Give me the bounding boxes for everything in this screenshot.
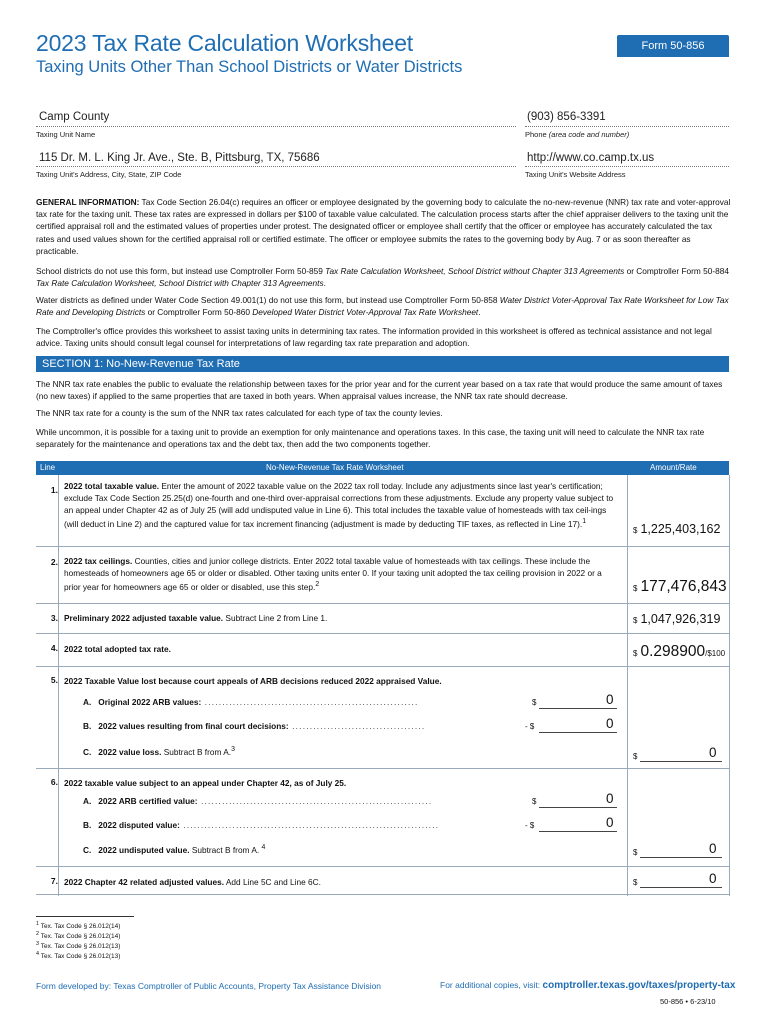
line-6c-dollar: $ xyxy=(633,848,638,857)
line-6c-underline xyxy=(640,857,722,858)
line-6b-value[interactable]: 0 xyxy=(606,815,614,830)
col-line-header: Line xyxy=(40,463,56,472)
line-4-description: 2022 total adopted tax rate. xyxy=(64,644,171,654)
row-divider xyxy=(36,666,729,667)
general-information-paragraph: GENERAL INFORMATION: Tax Code Section 26.04(c) requires an officer or employee designated by the governing body to calculate the no-new-revenue (NNR) tax rate and voter-approval tax rate for the taxing unit. These tax rates are expressed in dollars per $100 of taxable value calculated. The calculation process starts after the chief appraiser delivers to the taxing unit the certified appraisal roll and the estimated values of properties under protest. The designated officer or employee shall certify that the officer or employee has accurately calculated the tax rates and used values shown for the certified appraisal roll or certified estimate. The officer or employee submits the rates to the governing body by Aug. 7 or as soon thereafter as practicable. xyxy=(36,197,731,256)
row-divider xyxy=(36,866,729,867)
comptroller-paragraph: The Comptroller's office provides this worksheet to assist taxing units in determining tax rates. The information provided in this worksheet is offered as technical assistance and not legal advice. Taxing units should consult legal counsel for interpretations of law regarding tax rate preparation and adoption. xyxy=(36,326,712,349)
line-3-description: Preliminary 2022 adjusted taxable value. Subtract Line 2 from Line 1. xyxy=(64,613,328,623)
taxing-unit-name-line xyxy=(36,126,516,127)
page-title: 2023 Tax Rate Calculation Worksheet xyxy=(36,30,413,56)
address-line xyxy=(36,166,516,167)
phone-label: Phone (area code and number) xyxy=(525,130,630,139)
footer-form-code: 50-856 • 6-23/10 xyxy=(660,997,716,1006)
line-2-amount[interactable]: $ 177,476,843 xyxy=(633,578,727,595)
footnote-1: $^1$ Tex. Tax Code § 26.012(14) xyxy=(36,921,121,931)
row-divider xyxy=(36,894,729,895)
col-amount-header: Amount/Rate xyxy=(650,463,697,472)
line-6a-underline xyxy=(539,807,617,808)
line-6-number: 6. xyxy=(50,777,58,787)
line-1-description: 2022 total taxable value. Enter the amount of 2022 taxable value on the 2022 tax roll today. Include any adjustments since last year's certification; exclude Tax Code Section 25.25(d) one-fourth and one-third over-appraisal corrections from these adjustments. Exclude any property value subject to an appeal under Chapter 42 as of July 25 (will add undisputed value in Line 6). This total includes the taxable value of homesteads with tax ceil-ings (will deduct in Line 2) and the captured value for tax increment financing (adjustment is made by deducting TIF taxes, as reflected in Line 17).$^1$ xyxy=(64,481,614,529)
line-column-rule xyxy=(58,475,59,896)
section-1-exemption-note: While uncommon, it is possible for a taxing unit to provide an exemption for only maintenance and operations taxes. In this case, the taxing unit will need to calculate the NNR tax rate separately for the maintenance and operations tax and the debt tax, then add the two components together. xyxy=(36,427,705,450)
line-6a-dollar: $ xyxy=(532,797,537,806)
line-5b-underline xyxy=(539,732,617,733)
row-divider xyxy=(36,546,729,547)
footnote-rule xyxy=(36,916,134,917)
taxing-unit-name-label: Taxing Unit Name xyxy=(36,130,96,139)
line-5b-minus-dollar: - $ xyxy=(525,722,535,731)
line-7-value[interactable]: 0 xyxy=(709,871,717,886)
line-6c-label: C. 2022 undisputed value. Subtract B from A. $^4$ xyxy=(83,844,266,855)
footer-developer-credit: Form developed by: Texas Comptroller of Public Accounts, Property Tax Assistance Division xyxy=(36,981,382,991)
line-7-description: 2022 Chapter 42 related adjusted values. Add Line 5C and Line 6C. xyxy=(64,877,321,887)
footer-copies-note: For additional copies, visit: comptroller.texas.gov/taxes/property-tax xyxy=(440,980,736,991)
line-6b-minus-dollar: - $ xyxy=(525,821,535,830)
line-2-description: 2022 tax ceilings. Counties, cities and junior college districts. Enter 2022 total taxable value of homesteads with tax ceilings. These include the homesteads of homeowners age 65 or older or disabled. Other taxing units enter 0. If your taxing unit adopted the tax ceiling provision in 2022 or a prior year for homeowners age 65 or older or disabled, use this step.$^2$ xyxy=(64,556,602,592)
line-2-number: 2. xyxy=(50,557,58,567)
line-6a-value[interactable]: 0 xyxy=(606,791,614,806)
address-value[interactable]: 115 Dr. M. L. King Jr. Ave., Ste. B, Pittsburg, TX, 75686 xyxy=(39,152,320,164)
worksheet-header xyxy=(36,461,729,475)
line-1-number: 1. xyxy=(50,485,58,495)
footnote-3: $^3$ Tex. Tax Code § 26.012(13) xyxy=(36,941,121,951)
line-7-number: 7. xyxy=(50,876,58,886)
section-1-intro: The NNR tax rate enables the public to evaluate the relationship between taxes for the prior year and for the current year based on a tax rate that would produce the same amount of taxes (no new taxes) if applied to the same properties that are taxed in both years. When appraisal values increase, the NNR tax rate should decrease. xyxy=(36,379,723,402)
phone-value[interactable]: (903) 856-3391 xyxy=(527,111,606,123)
section-1-header: SECTION 1: No-New-Revenue Tax Rate xyxy=(36,356,729,372)
right-border-rule xyxy=(729,475,730,896)
line-6b-label: B. 2022 disputed value: ......................................................................... xyxy=(83,820,440,830)
line-6a-label: A. 2022 ARB certified value: .................................................................. xyxy=(83,796,433,806)
line-5c-dollar: $ xyxy=(633,752,638,761)
line-4-number: 4. xyxy=(50,643,58,653)
address-label: Taxing Unit's Address, City, State, ZIP Code xyxy=(36,170,182,179)
line-5-number: 5. xyxy=(50,675,58,685)
line-5-description: 2022 Taxable Value lost because court appeals of ARB decisions reduced 2022 appraised Value. xyxy=(64,676,442,686)
row-divider xyxy=(36,768,729,769)
section-1-county-note: The NNR tax rate for a county is the sum of the NNR tax rates calculated for each type of tax the county levies. xyxy=(36,408,443,418)
website-label: Taxing Unit's Website Address xyxy=(525,170,626,179)
line-3-number: 3. xyxy=(50,613,58,623)
line-5b-label: B. 2022 values resulting from final court decisions: ...................................... xyxy=(83,721,426,731)
line-4-rate[interactable]: $ 0.298900/$100 xyxy=(633,643,726,660)
line-6b-underline xyxy=(539,831,617,832)
line-5c-underline xyxy=(640,761,722,762)
phone-line xyxy=(525,126,729,127)
taxing-unit-name-value[interactable]: Camp County xyxy=(39,111,110,123)
website-value[interactable]: http://www.co.camp.tx.us xyxy=(527,152,655,164)
line-5a-value[interactable]: 0 xyxy=(606,692,614,707)
row-divider xyxy=(36,633,729,634)
line-7-dollar: $ xyxy=(633,878,638,887)
comptroller-link[interactable]: comptroller.texas.gov/taxes/property-tax xyxy=(542,980,736,991)
col-title-header: No-New-Revenue Tax Rate Worksheet xyxy=(266,463,404,472)
line-7-underline xyxy=(640,887,722,888)
line-3-amount[interactable]: $ 1,047,926,319 xyxy=(633,612,721,626)
row-divider xyxy=(36,603,729,604)
line-5a-label: A. Original 2022 ARB values: ............................................................. xyxy=(83,697,419,707)
footnote-2: $^2$ Tex. Tax Code § 26.012(14) xyxy=(36,931,121,941)
footnote-4: $^4$ Tex. Tax Code § 26.012(13) xyxy=(36,951,121,961)
line-5c-value[interactable]: 0 xyxy=(709,745,717,760)
line-5b-value[interactable]: 0 xyxy=(606,716,614,731)
form-number-badge: Form 50-856 xyxy=(617,35,729,57)
amount-column-rule xyxy=(627,475,628,896)
line-6-description: 2022 taxable value subject to an appeal under Chapter 42, as of July 25. xyxy=(64,778,347,788)
line-5a-underline xyxy=(539,708,617,709)
page-subtitle: Taxing Units Other Than School Districts or Water Districts xyxy=(36,58,463,76)
website-line xyxy=(525,166,729,167)
line-5c-label: C. 2022 value loss. Subtract B from A.$^3$ xyxy=(83,746,235,757)
line-5a-dollar: $ xyxy=(532,698,537,707)
line-1-amount[interactable]: $ 1,225,403,162 xyxy=(633,522,721,536)
water-districts-paragraph: Water districts as defined under Water Code Section 49.001(1) do not use this form, but instead use Comptroller Form 50-858 Water District Voter-Approval Tax Rate Worksheet for Low Tax Rate and Developing Districts or Comptroller Form 50-860 Developed Water District Voter-Approval Tax Rate Worksheet. xyxy=(36,295,729,318)
school-districts-paragraph: School districts do not use this form, but instead use Comptroller Form 50-859 Tax Rate Calculation Worksheet, School District without Chapter 313 Agreements or Comptroller Form 50-884 Tax Rate Calculation Worksheet, School District with Chapter 313 Agreements. xyxy=(36,266,729,289)
line-6c-value[interactable]: 0 xyxy=(709,841,717,856)
